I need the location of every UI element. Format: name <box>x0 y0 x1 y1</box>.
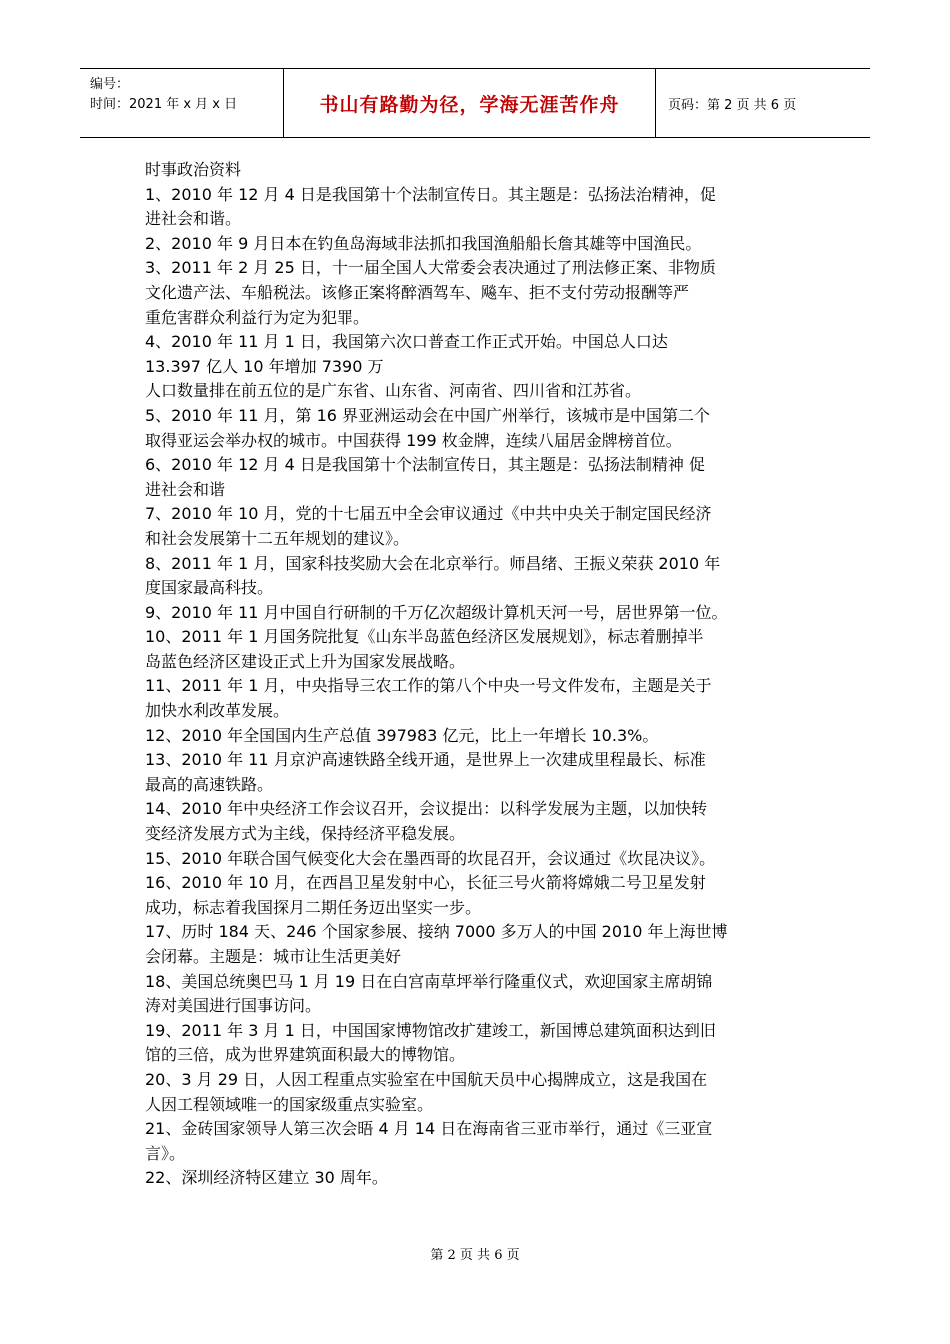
body-line: 进社会和谐 <box>145 479 226 499</box>
body-line: 会闭幕。主题是：城市让生活更美好 <box>145 947 402 966</box>
body-line: 10、2011 年 1 月国务院批复《山东半岛蓝色经济区发展规划》，标志着删掉半 <box>145 627 704 647</box>
body-line: 文化遗产法、车船税法。该修正案将醉酒驾车、飚车、拒不支付劳动报酬等严 <box>145 282 690 302</box>
page-header <box>80 68 870 138</box>
body-line: 13、2010 年 11 月京沪高速铁路全线开通，是世界上一次建成里程最长、标准 <box>145 750 706 770</box>
document-number-label: 编号： <box>90 77 130 92</box>
body-line: 人因工程领域唯一的国家级重点实验室。 <box>145 1094 434 1114</box>
body-line: 岛蓝色经济区建设正式上升为国家发展战略。 <box>145 651 466 671</box>
header-page-info-cell <box>656 69 870 137</box>
body-line: 3、2011 年 2 月 25 日，十一届全国人大常委会表决通过了刑法修正案、非物质 <box>145 258 716 278</box>
body-line: 1、2010 年 12 月 4 日是我国第十个法制宣传日。其主题是：弘扬法治精神，促 <box>145 184 716 204</box>
body-line: 馆的三倍，成为世界建筑面积最大的博物馆。 <box>145 1045 466 1065</box>
body-line: 9、2010 年 11 月中国自行研制的千万亿次超级计算机天河一号，居世界第一位。 <box>145 602 728 622</box>
body-line: 14、2010 年中央经济工作会议召开，会议提出：以科学发展为主题，以加快转 <box>145 799 708 819</box>
body-line: 11、2011 年 1 月，中央指导三农工作的第八个中央一号文件发布，主题是关于 <box>145 676 712 696</box>
document-body <box>145 158 815 1191</box>
body-line: 12、2010 年全国国内生产总值 397983 亿元，比上一年增长 10.3%。 <box>145 725 659 745</box>
header-page-info: 页码：第 2 页 共 6 页 <box>668 97 797 113</box>
body-line: 4、2010 年 11 月 1 日，我国第六次口普查工作正式开始。中国总人口达 <box>145 332 668 352</box>
body-line: 重危害群众利益行为定为犯罪。 <box>145 307 370 327</box>
body-line: 加快水利改革发展。 <box>145 701 290 721</box>
body-line: 19、2011 年 3 月 1 日，中国国家博物馆改扩建竣工，新国博总建筑面积达到旧 <box>145 1020 716 1040</box>
body-line: 2、2010 年 9 月日本在钓鱼岛海域非法抓扣我国渔船船长詹其雄等中国渔民。 <box>145 233 702 253</box>
body-line: 16、2010 年 10 月，在西昌卫星发射中心，长征三号火箭将嫦娥二号卫星发射 <box>145 873 706 893</box>
body-line: 成功，标志着我国探月二期任务迈出坚实一步。 <box>145 897 482 917</box>
body-line: 22、深圳经济特区建立 30 周年。 <box>145 1168 388 1188</box>
body-line: 6、2010 年 12 月 4 日是我国第十个法制宣传日，其主题是：弘扬法制精神 促 <box>145 455 705 475</box>
body-line: 13.397 亿人 10 年增加 7390 万 <box>145 356 384 376</box>
body-line: 和社会发展第十二五年规划的建议》。 <box>145 528 410 548</box>
body-line: 言》。 <box>145 1143 186 1163</box>
header-meta <box>80 69 284 137</box>
body-line: 17、历时 184 天、246 个国家参展、接纳 7000 多万人的中国 2010 年上海世博 <box>145 922 728 942</box>
body-line: 涛对美国进行国事访问。 <box>145 996 322 1016</box>
body-line: 21、金砖国家领导人第三次会晤 4 月 14 日在海南省三亚市举行，通过《三亚宣 <box>145 1119 713 1139</box>
body-line: 7、2010 年 10 月，党的十七届五中全会审议通过《中共中央关于制定国民经济 <box>145 504 712 524</box>
body-line: 进社会和谐。 <box>145 209 242 229</box>
body-line: 18、美国总统奥巴马 1 月 19 日在白宫南草坪举行隆重仪式，欢迎国家主席胡锦 <box>145 971 713 991</box>
body-line: 5、2010 年 11 月，第 16 界亚洲运动会在中国广州举行，该城市是中国第二个 <box>145 405 711 425</box>
body-line: 8、2011 年 1 月，国家科技奖励大会在北京举行。师昌绪、王振义荣获 2010 年 <box>145 553 721 573</box>
header-motto: 书山有路勤为径，学海无涯苦作舟 <box>319 93 620 116</box>
document-title: 时事政治资料 <box>145 160 242 179</box>
body-line: 人口数量排在前五位的是广东省、山东省、河南省、四川省和江苏省。 <box>145 381 642 401</box>
document-time-label: 时间：2021 年 x 月 x 日 <box>90 97 238 112</box>
body-line: 取得亚运会举办权的城市。中国获得 199 枚金牌，连续八届居金牌榜首位。 <box>145 430 682 450</box>
header-motto-cell <box>284 69 656 137</box>
body-line: 15、2010 年联合国气候变化大会在墨西哥的坎昆召开，会议通过《坎昆决议》。 <box>145 848 716 868</box>
page-footer: 第 2 页 共 6 页 <box>430 1248 520 1263</box>
body-line: 度国家最高科技。 <box>145 578 274 598</box>
body-line: 变经济发展方式为主线，保持经济平稳发展。 <box>145 824 466 844</box>
body-line: 最高的高速铁路。 <box>145 774 274 794</box>
body-line: 20、3 月 29 日，人因工程重点实验室在中国航天员中心揭牌成立，这是我国在 <box>145 1069 708 1089</box>
